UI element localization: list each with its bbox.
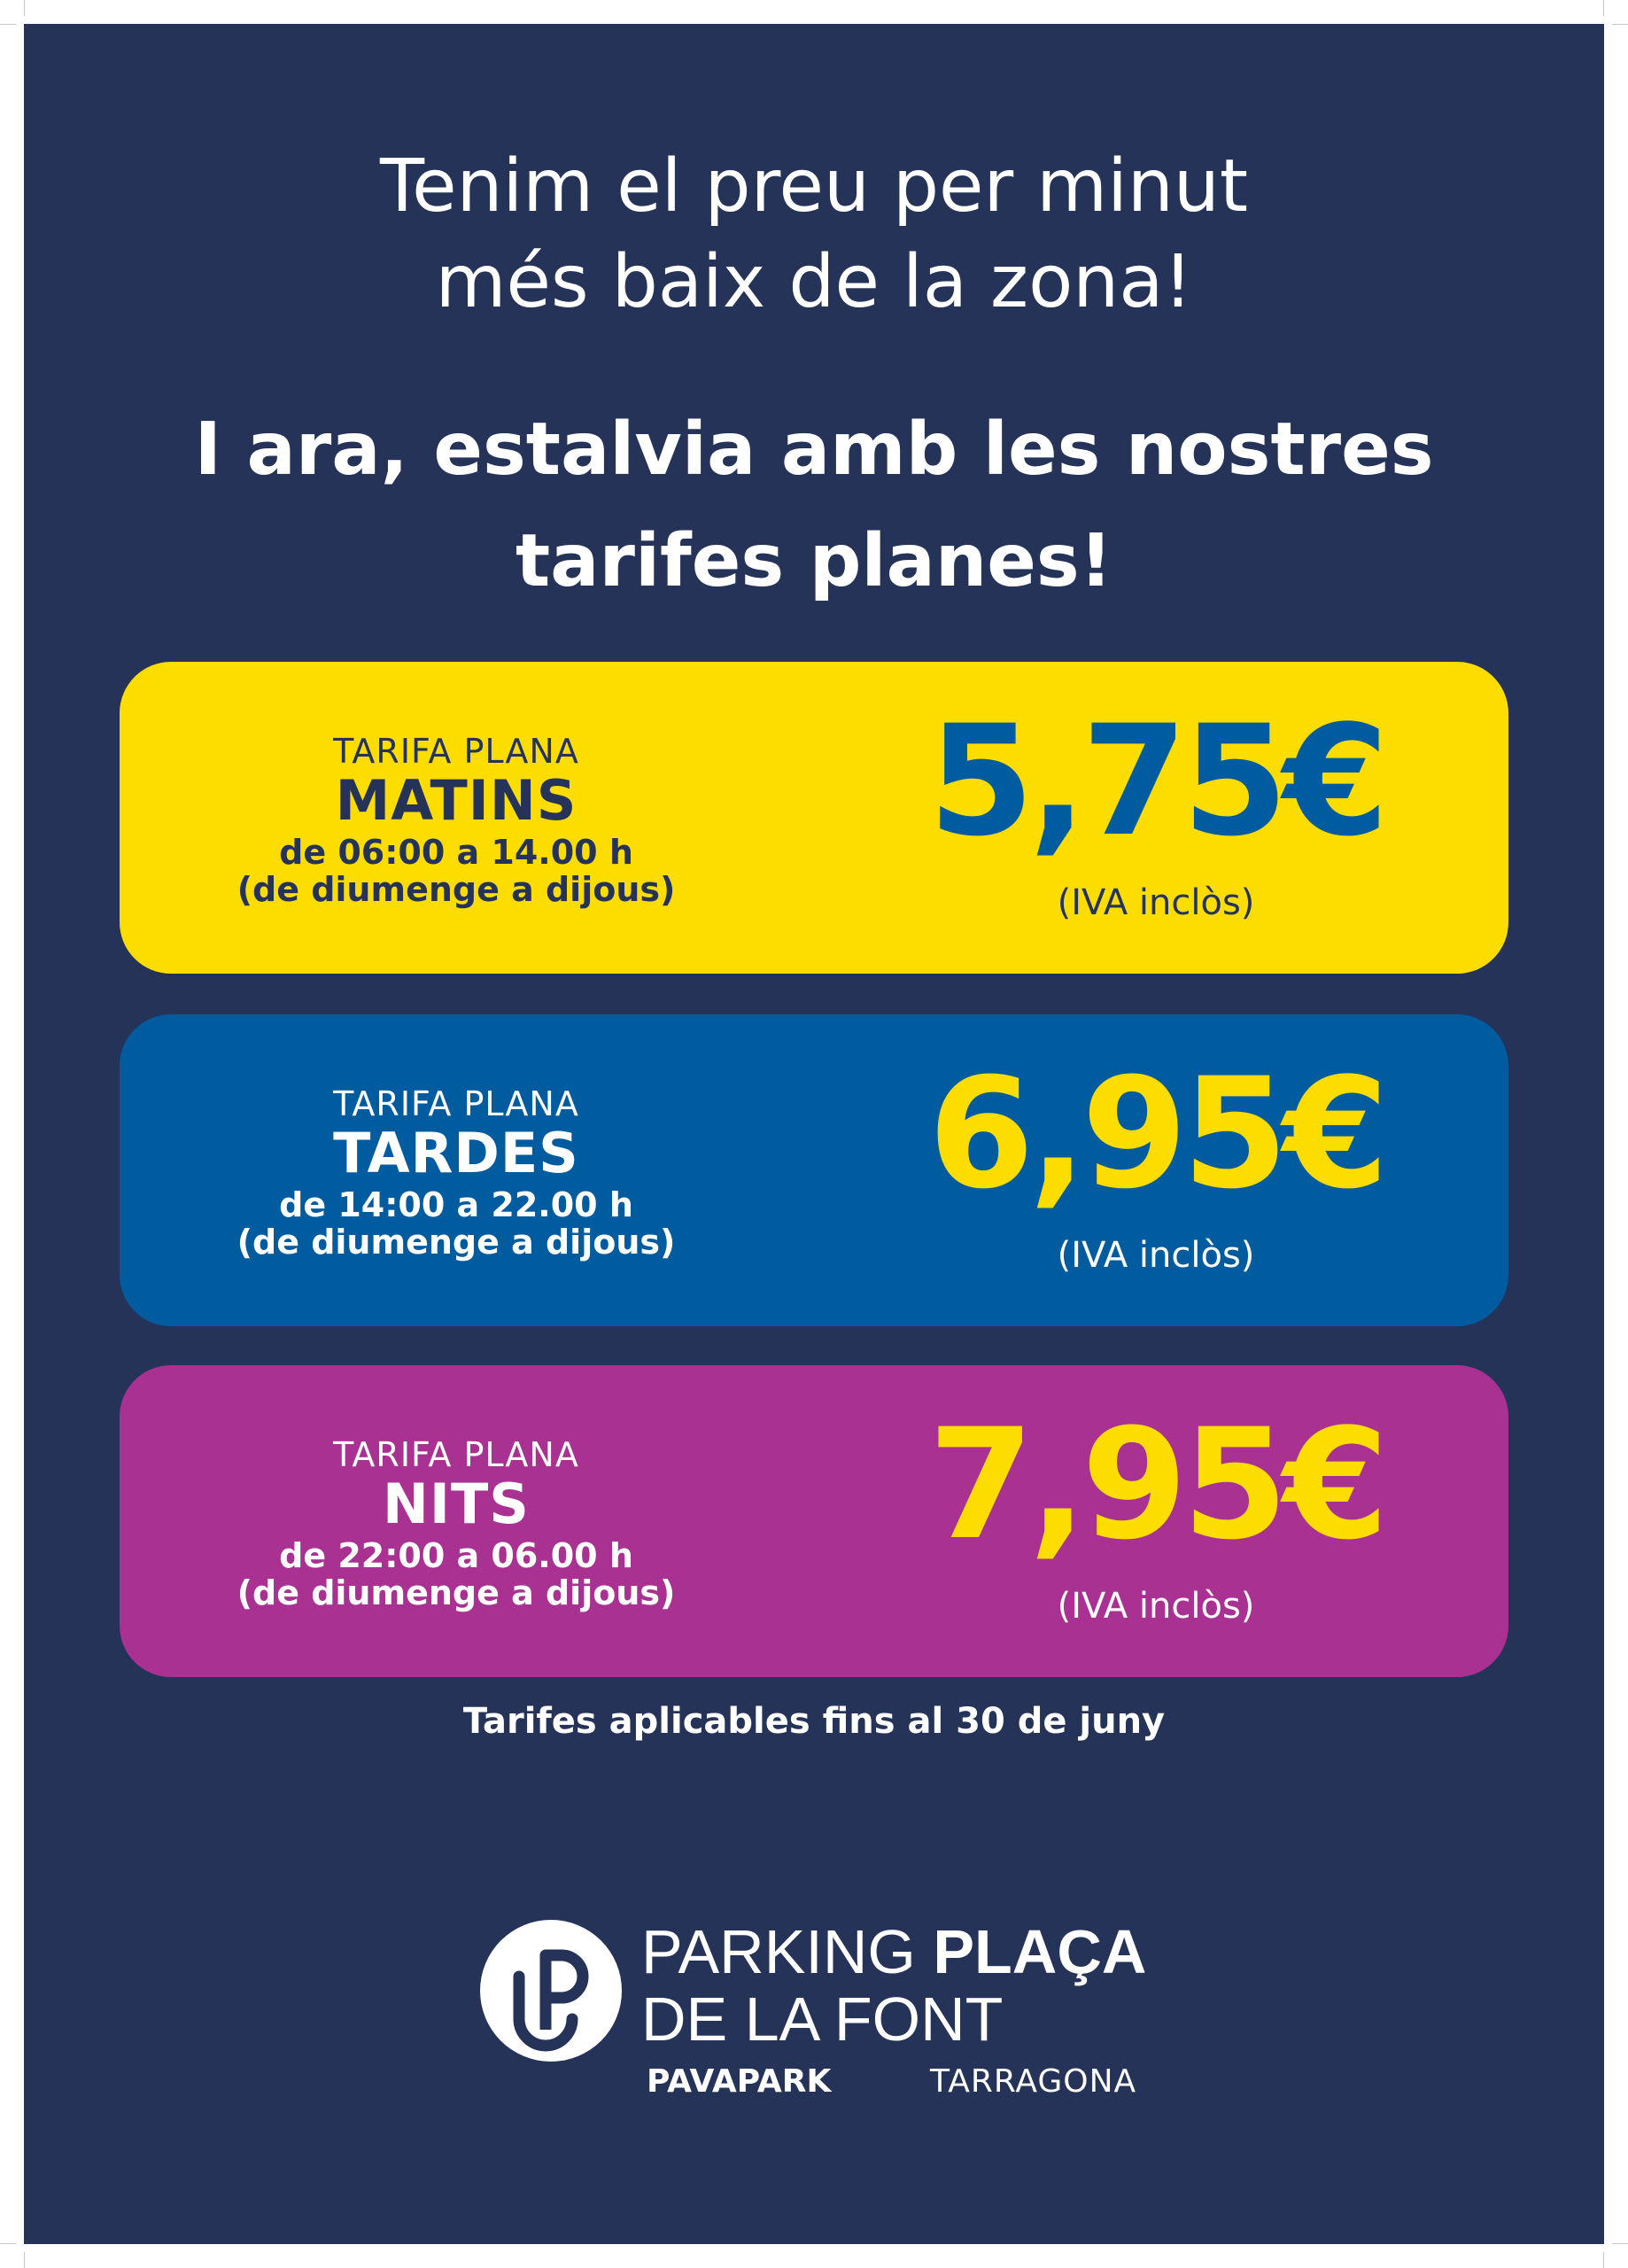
- tariff-card-nits: [120, 1365, 1508, 1677]
- crop-mark: [24, 2252, 25, 2268]
- logo-text-bold: PLAÇA: [933, 1917, 1147, 1986]
- tariff-price-block: [881, 1365, 1430, 1677]
- tariff-price: 5,75€: [927, 692, 1384, 870]
- logo-text-line-1: [641, 1917, 1146, 1986]
- tariff-price: 7,95€: [927, 1395, 1384, 1573]
- tariff-label: TARIFA PLANA: [333, 1435, 579, 1474]
- headline-line-1: Tenim el preu per minut: [379, 144, 1249, 229]
- tariff-hours: de 14:00 a 22.00 h: [279, 1185, 633, 1224]
- tariff-days: (de diumenge a dijous): [236, 1223, 676, 1262]
- tariff-details: [120, 662, 793, 974]
- crop-mark: [0, 24, 16, 25]
- crop-mark: [1612, 24, 1628, 25]
- crop-mark: [1603, 0, 1604, 16]
- crop-mark: [0, 2243, 16, 2244]
- parking-p-icon: [480, 1920, 622, 2062]
- tariff-label: TARIFA PLANA: [333, 732, 579, 771]
- logo-text-line-2: DE LA FONT: [641, 1984, 1004, 2054]
- logo-text-light: PARKING: [641, 1917, 934, 1986]
- tariff-label: TARIFA PLANA: [333, 1084, 579, 1123]
- tariff-vat-note: (IVA inclòs): [1057, 1235, 1255, 1276]
- headline-line-3: I ara, estalvia amb les nostres: [194, 408, 1434, 492]
- tariff-name: TARDES: [333, 1121, 579, 1185]
- validity-note: Tarifes aplicables fins al 30 de juny: [462, 1701, 1166, 1742]
- tariff-price-block: [881, 1014, 1430, 1326]
- tariff-card-matins: [120, 662, 1508, 974]
- tariff-hours: de 22:00 a 06.00 h: [279, 1536, 633, 1575]
- headline-price-claim: [24, 139, 1604, 330]
- tariff-details: [120, 1365, 793, 1677]
- tariff-days: (de diumenge a dijous): [236, 870, 676, 909]
- tariff-vat-note: (IVA inclòs): [1057, 882, 1255, 923]
- logo-brand: PAVAPARK: [647, 2063, 832, 2100]
- tariff-hours: de 06:00 a 14.00 h: [279, 833, 633, 872]
- logo-city: TARRAGONA: [930, 2063, 1137, 2100]
- tariff-price-block: [881, 662, 1430, 974]
- tariff-price: 6,95€: [927, 1045, 1384, 1223]
- headline-line-4: tarifes planes!: [515, 519, 1113, 603]
- crop-mark: [1603, 2252, 1604, 2268]
- crop-mark: [1612, 2243, 1628, 2244]
- headline-line-2: més baix de la zona!: [435, 240, 1193, 324]
- tariff-details: [120, 1014, 793, 1326]
- headline-flat-rates: [24, 394, 1604, 617]
- tariff-vat-note: (IVA inclòs): [1057, 1586, 1255, 1627]
- crop-mark: [24, 0, 25, 16]
- poster: [24, 24, 1604, 2244]
- tariff-name: MATINS: [335, 768, 578, 833]
- tariff-card-tardes: [120, 1014, 1508, 1326]
- parking-logo: [480, 1917, 1189, 2121]
- tariff-days: (de diumenge a dijous): [236, 1573, 676, 1612]
- tariff-name: NITS: [383, 1472, 530, 1536]
